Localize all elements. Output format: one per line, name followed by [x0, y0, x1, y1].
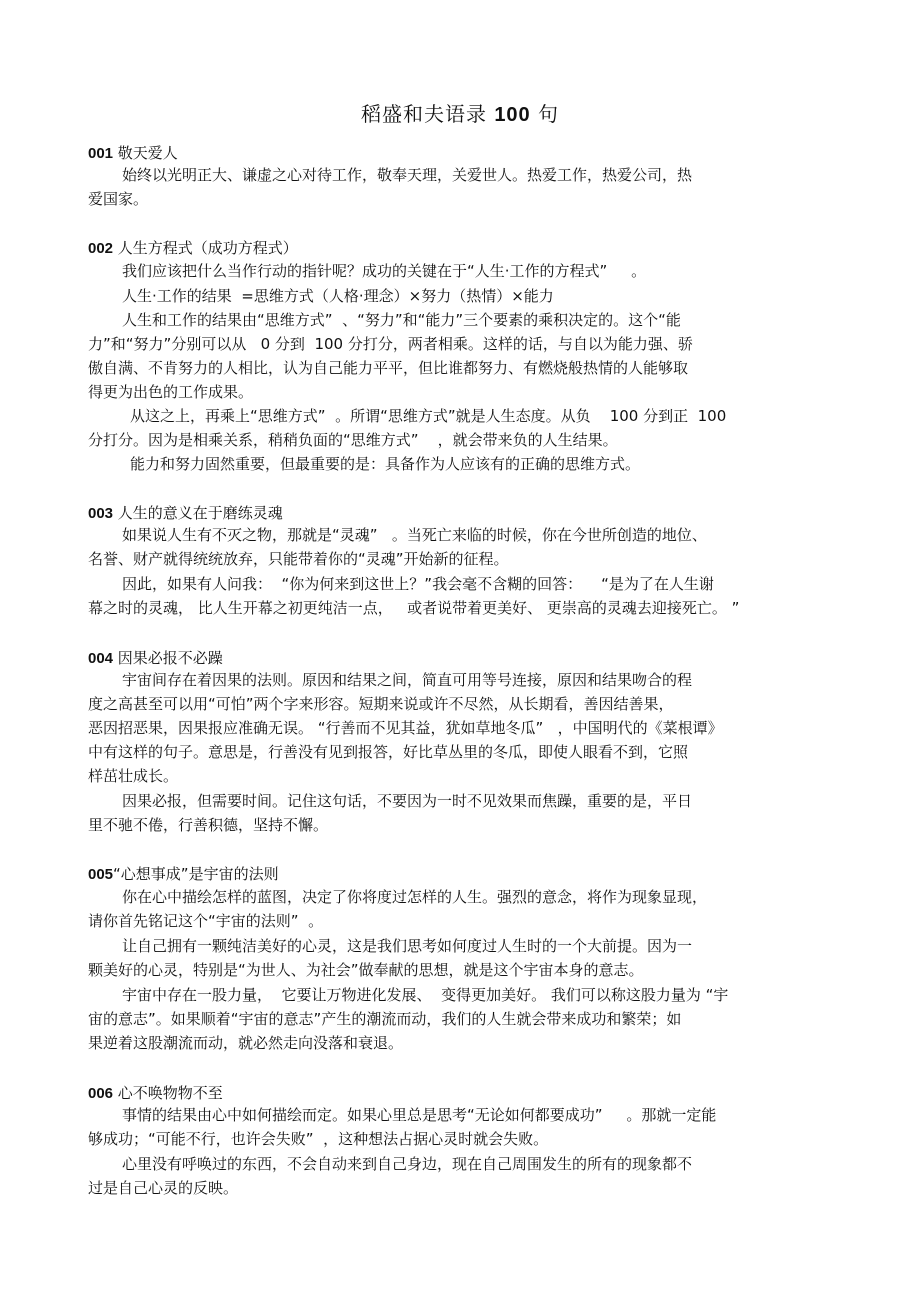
paragraph-line: 你在心中描绘怎样的蓝图，决定了你将度过怎样的人生。强烈的意念，将作为现象显现， [122, 888, 708, 906]
paragraph-line: 让自己拥有一颗纯洁美好的心灵，这是我们思考如何度过人生时的一个大前提。因为一 [122, 937, 693, 955]
paragraph-line: 得更为出色的工作成果。 [88, 383, 254, 401]
paragraph-line: 请你首先铭记这个“宇宙的法则” 。 [88, 912, 324, 930]
paragraph-line: 我们应该把什么当作行动的指针呢？成功的关键在于“人生·工作的方程式” 。 [122, 262, 647, 280]
page-title [0, 101, 920, 128]
paragraph-line: 人生和工作的结果由“思维方式” 、“努力”和“能力”三个要素的乘积决定的。这个“能 [122, 311, 681, 329]
section-heading-005 [88, 863, 279, 886]
paragraph-line: 过是自己心灵的反映。 [88, 1179, 239, 1197]
paragraph-line: 宇宙中存在一股力量， 它要让万物进化发展、 变得更加美好。 我们可以称这股力量为 “宇 [122, 986, 729, 1004]
formula-line: 人生·工作的结果 =思维方式（人格·理念）×努力（热情）×能力 [122, 287, 554, 305]
title-number: 100 [494, 104, 531, 126]
paragraph-line: 始终以光明正大、谦虚之心对待工作，敬奉天理，关爱世人。热爱工作，热爱公司，热 [122, 166, 693, 184]
section-title: 心不唤物物不至 [113, 1084, 223, 1102]
section-number: 001 [88, 145, 114, 162]
paragraph-line: 能力和努力固然重要，但最重要的是：具备作为人应该有的正确的思维方式。 [130, 455, 641, 473]
paragraph-line: 名誉、财产就得统统放弃，只能带着你的“灵魂”开始新的征程。 [88, 550, 509, 568]
paragraph-line: 力”和“努力”分别可以从 0 分到 100 分打分，两者相乘。这样的话，与自以为能力强、骄 [88, 335, 693, 353]
section-title: “心想事成”是宇宙的法则 [113, 865, 279, 883]
section-title: 人生方程式（成功方程式） [113, 239, 298, 257]
section-heading-001 [88, 142, 178, 165]
section-number: 002 [88, 240, 114, 257]
section-number: 003 [88, 505, 114, 522]
paragraph-line: 里不驰不倦，行善积德，坚持不懈。 [88, 816, 329, 834]
section-heading-002 [88, 237, 298, 260]
section-number: 006 [88, 1085, 114, 1102]
paragraph-line: 恶因招恶果，因果报应准确无误。 “行善而不见其益，犹如草地冬瓜” ，中国明代的《菜根谭》 [88, 719, 723, 737]
paragraph-line: 样茁壮成长。 [88, 767, 179, 785]
paragraph-line: 宙的意志”。如果顺着“宇宙的意志”产生的潮流而动，我们的人生就会带来成功和繁荣；如 [88, 1010, 682, 1028]
paragraph-line: 从这之上，再乘上“思维方式” 。所谓“思维方式”就是人生态度。从负 100 分到正 100 [130, 407, 727, 425]
section-heading-006 [88, 1082, 223, 1105]
paragraph-line: 够成功；“可能不行，也许会失败” ，这种想法占据心灵时就会失败。 [88, 1130, 549, 1148]
paragraph-line: 度之高甚至可以用“可怕”两个字来形容。短期来说或许不尽然，从长期看，善因结善果， [88, 695, 674, 713]
section-title: 敬天爱人 [113, 144, 178, 162]
paragraph-line: 心里没有呼唤过的东西，不会自动来到自己身边，现在自己周围发生的所有的现象都不 [122, 1155, 693, 1173]
section-title: 因果必报不必躁 [113, 649, 223, 667]
section-title: 人生的意义在于磨练灵魂 [113, 504, 283, 522]
paragraph-line: 事情的结果由心中如何描绘而定。如果心里总是思考“无论如何都要成功” 。那就一定能 [122, 1106, 717, 1124]
section-heading-004 [88, 647, 223, 670]
title-text: 稻盛和夫语录 [360, 102, 495, 126]
paragraph-line: 爱国家。 [88, 190, 149, 208]
section-number: 004 [88, 650, 114, 667]
section-number: 005 [88, 866, 114, 883]
paragraph-line: 因果必报，但需要时间。记住这句话，不要因为一时不见效果而焦躁，重要的是，平日 [122, 792, 693, 810]
paragraph-line: 傲自满、不肯努力的人相比，认为自己能力平平，但比谁都努力、有燃烧般热情的人能够取 [88, 359, 689, 377]
paragraph-line: 因此，如果有人问我： “你为何来到这世上？”我会毫不含糊的回答： “是为了在人生谢 [122, 575, 714, 593]
title-suffix: 句 [530, 102, 560, 126]
paragraph-line: 果逆着这股潮流而动，就必然走向没落和衰退。 [88, 1034, 404, 1052]
section-heading-003 [88, 502, 283, 525]
paragraph-line: 分打分。因为是相乘关系，稍稍负面的“思维方式” ，就会带来负的人生结果。 [88, 431, 618, 449]
paragraph-line: 颗美好的心灵，特别是“为世人、为社会”做奉献的思想，就是这个宇宙本身的意志。 [88, 961, 644, 979]
paragraph-line: 如果说人生有不灭之物，那就是“灵魂” 。当死亡来临的时候，你在今世所创造的地位、 [122, 526, 707, 544]
paragraph-line: 中有这样的句子。意思是，行善没有见到报答，好比草丛里的冬瓜，即使人眼看不到，它照 [88, 743, 689, 761]
paragraph-line: 宇宙间存在着因果的法则。原因和结果之间，简直可用等号连接，原因和结果吻合的程 [122, 671, 693, 689]
paragraph-line: 幕之时的灵魂， 比人生开幕之初更纯洁一点， 或者说带着更美好、 更崇高的灵魂去迎接死亡。 ” [88, 599, 740, 617]
